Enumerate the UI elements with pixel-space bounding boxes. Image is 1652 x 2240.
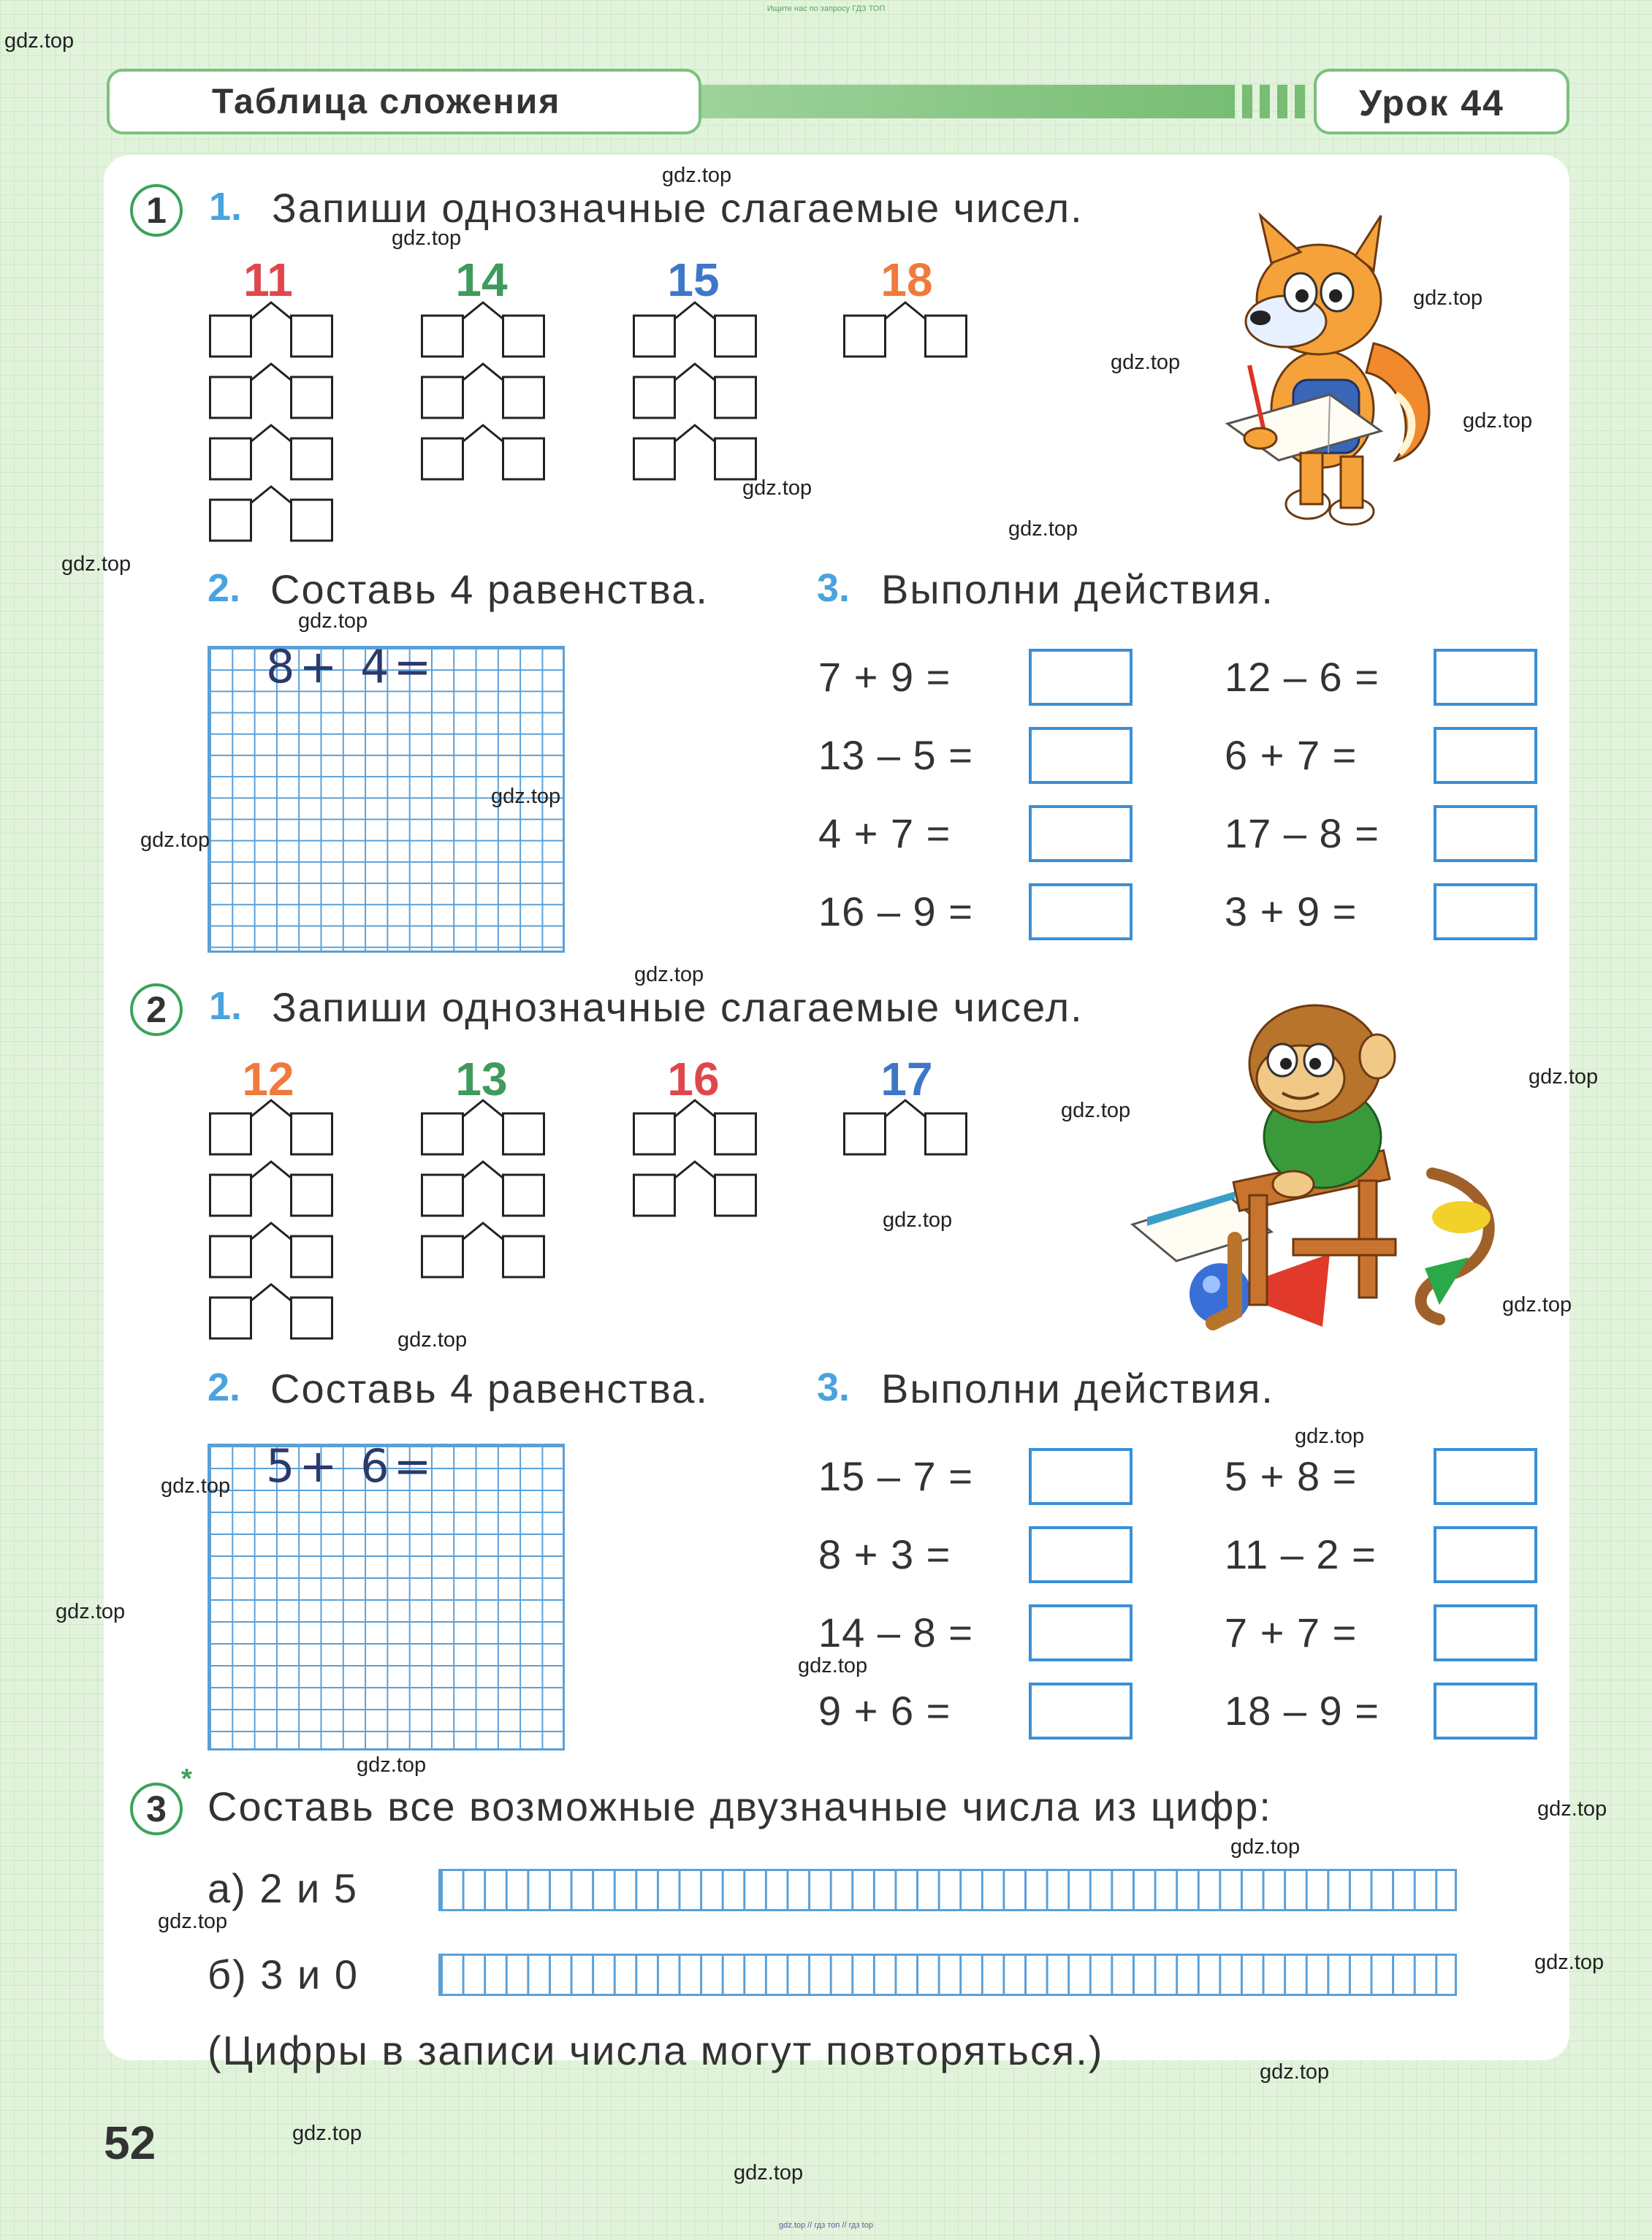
task-number: 3.: [817, 1365, 850, 1409]
task-number: 2.: [208, 566, 241, 610]
watermark: gdz.top: [634, 963, 704, 986]
answer-box[interactable]: [1029, 1526, 1133, 1583]
equation-text: 17 – 8 =: [1225, 810, 1379, 856]
watermark: gdz.top: [662, 164, 732, 187]
answer-box[interactable]: [1434, 883, 1537, 940]
addend-house: [209, 1097, 333, 1157]
task-number: 1.: [209, 185, 243, 229]
watermark: gdz.top: [1061, 1099, 1131, 1122]
target-number: 15: [667, 254, 720, 306]
equation-text: 7 + 7 =: [1225, 1609, 1358, 1656]
header-bar: [701, 85, 1235, 118]
equation-text: 15 – 7 =: [818, 1453, 973, 1499]
addend-house: [843, 300, 967, 359]
option-a-label: а) 2 и 5: [208, 1865, 359, 1911]
watermark: gdz.top: [392, 226, 462, 250]
addend-house: [209, 300, 333, 359]
target-number: 17: [880, 1053, 933, 1105]
fox-illustration: [1220, 212, 1439, 533]
page-number: 52: [104, 2117, 156, 2169]
task-text: Запиши однозначные слагаемые чисел.: [272, 984, 1084, 1030]
addend-house: [209, 484, 333, 544]
equation-text: 7 + 9 =: [818, 654, 951, 700]
watermark: gdz.top: [1260, 2060, 1330, 2084]
watermark: gdz.top: [1529, 1065, 1599, 1089]
watermark: gdz.top: [1537, 1797, 1607, 1821]
watermark: gdz.top: [742, 476, 812, 500]
watermark: gdz.top: [4, 29, 75, 53]
watermark: gdz.top: [1008, 517, 1078, 541]
addend-house: [209, 1159, 333, 1219]
watermark: gdz.top: [298, 609, 368, 633]
task-text: Выполни действия.: [881, 566, 1274, 612]
bottom-note: gdz.top // гдз топ // гдз top: [779, 2221, 873, 2230]
watermark: gdz.top: [1463, 409, 1533, 433]
answer-box[interactable]: [1434, 727, 1537, 784]
page-title: Таблица сложения: [212, 83, 561, 121]
header-stripe: [1295, 85, 1305, 118]
answer-box[interactable]: [1434, 649, 1537, 706]
header-stripe: [1277, 85, 1287, 118]
equation-text: 13 – 5 =: [818, 732, 973, 778]
watermark: gdz.top: [1295, 1425, 1365, 1448]
addend-house: [633, 1159, 757, 1219]
answer-cells-a[interactable]: [438, 1869, 1457, 1911]
addend-house: [421, 422, 545, 482]
equation-text: 8 + 3 =: [818, 1531, 951, 1577]
addend-house: [209, 422, 333, 482]
watermark: gdz.top: [61, 552, 132, 576]
watermark: gdz.top: [158, 1910, 228, 1933]
answer-box[interactable]: [1029, 649, 1133, 706]
addend-house: [633, 1097, 757, 1157]
answer-box[interactable]: [1029, 1448, 1133, 1505]
equation-text: 12 – 6 =: [1225, 654, 1379, 700]
answer-box[interactable]: [1434, 1604, 1537, 1661]
addend-house: [209, 361, 333, 421]
addend-house: [421, 1159, 545, 1219]
task-number: 3.: [817, 566, 850, 610]
answer-box[interactable]: [1029, 883, 1133, 940]
equation-text: 16 – 9 =: [818, 888, 973, 934]
lesson-label: Урок 44: [1359, 83, 1504, 123]
answer-box[interactable]: [1029, 1683, 1133, 1740]
watermark: gdz.top: [292, 2122, 362, 2145]
task-text: Запиши однозначные слагаемые чисел.: [272, 185, 1084, 231]
equation-text: 11 – 2 =: [1225, 1531, 1377, 1577]
task-text: Составь 4 равенства.: [270, 1365, 709, 1412]
watermark: gdz.top: [1230, 1835, 1301, 1859]
watermark: gdz.top: [734, 2161, 804, 2184]
watermark: gdz.top: [161, 1474, 231, 1498]
equation-text: 9 + 6 =: [818, 1688, 951, 1734]
option-b-label: б) 3 и 0: [208, 1951, 359, 1997]
answer-box[interactable]: [1029, 727, 1133, 784]
watermark: gdz.top: [1534, 1951, 1605, 1974]
watermark: gdz.top: [883, 1208, 953, 1232]
equation-text: 6 + 7 =: [1225, 732, 1358, 778]
watermark: gdz.top: [798, 1654, 868, 1677]
equation-text: 4 + 7 =: [818, 810, 951, 856]
task-text: Составь 4 равенства.: [270, 566, 709, 612]
answer-cells-b[interactable]: [438, 1954, 1457, 1996]
handwritten-equation: 8+ 4=: [266, 640, 436, 693]
exercise-number: 3: [130, 1783, 183, 1835]
monkey-illustration: [1125, 998, 1520, 1341]
exercise-number: 2: [130, 983, 183, 1036]
addend-house: [209, 1220, 333, 1280]
answer-box[interactable]: [1434, 1683, 1537, 1740]
header-stripe: [1242, 85, 1252, 118]
addend-house: [421, 361, 545, 421]
equation-text: 14 – 8 =: [818, 1609, 973, 1656]
watermark: gdz.top: [357, 1753, 427, 1777]
equation-text: 3 + 9 =: [1225, 888, 1358, 934]
task-text: Составь все возможные двузначные числа из цифр:: [208, 1783, 1272, 1829]
task-note: (Цифры в записи числа могут повторяться.): [208, 2027, 1104, 2073]
answer-box[interactable]: [1029, 1604, 1133, 1661]
target-number: 12: [242, 1053, 294, 1105]
answer-box[interactable]: [1434, 805, 1537, 862]
answer-box[interactable]: [1434, 1526, 1537, 1583]
header-stripe: [1260, 85, 1270, 118]
target-number: 18: [880, 254, 933, 306]
target-number: 14: [455, 254, 508, 306]
addend-house: [633, 361, 757, 421]
target-number: 16: [667, 1053, 720, 1105]
exercise-number: 1: [130, 184, 183, 237]
task-text: Выполни действия.: [881, 1365, 1274, 1412]
addend-house: [633, 300, 757, 359]
lesson-box: [1314, 69, 1569, 134]
page-title-box: [107, 69, 701, 134]
watermark: gdz.top: [1502, 1293, 1572, 1317]
equation-text: 5 + 8 =: [1225, 1453, 1358, 1499]
equation-text: 18 – 9 =: [1225, 1688, 1379, 1734]
target-number: 11: [243, 254, 293, 306]
watermark: gdz.top: [140, 828, 210, 852]
watermark: gdz.top: [1413, 286, 1483, 310]
star-mark: *: [181, 1764, 192, 1794]
watermark: gdz.top: [397, 1328, 468, 1352]
addend-house: [421, 1220, 545, 1280]
addend-house: [209, 1281, 333, 1341]
addend-house: [633, 422, 757, 482]
top-note: Ищите нас по запросу ГДЗ ТОП: [766, 4, 886, 13]
watermark: gdz.top: [1111, 351, 1181, 374]
watermark: gdz.top: [56, 1600, 126, 1623]
task-number: 1.: [209, 984, 243, 1028]
task-number: 2.: [208, 1365, 241, 1409]
watermark: gdz.top: [491, 785, 561, 808]
target-number: 13: [455, 1053, 508, 1105]
addend-house: [421, 300, 545, 359]
handwritten-equation: 5+ 6=: [266, 1439, 436, 1493]
addend-house: [843, 1097, 967, 1157]
answer-box[interactable]: [1434, 1448, 1537, 1505]
addend-house: [421, 1097, 545, 1157]
answer-box[interactable]: [1029, 805, 1133, 862]
